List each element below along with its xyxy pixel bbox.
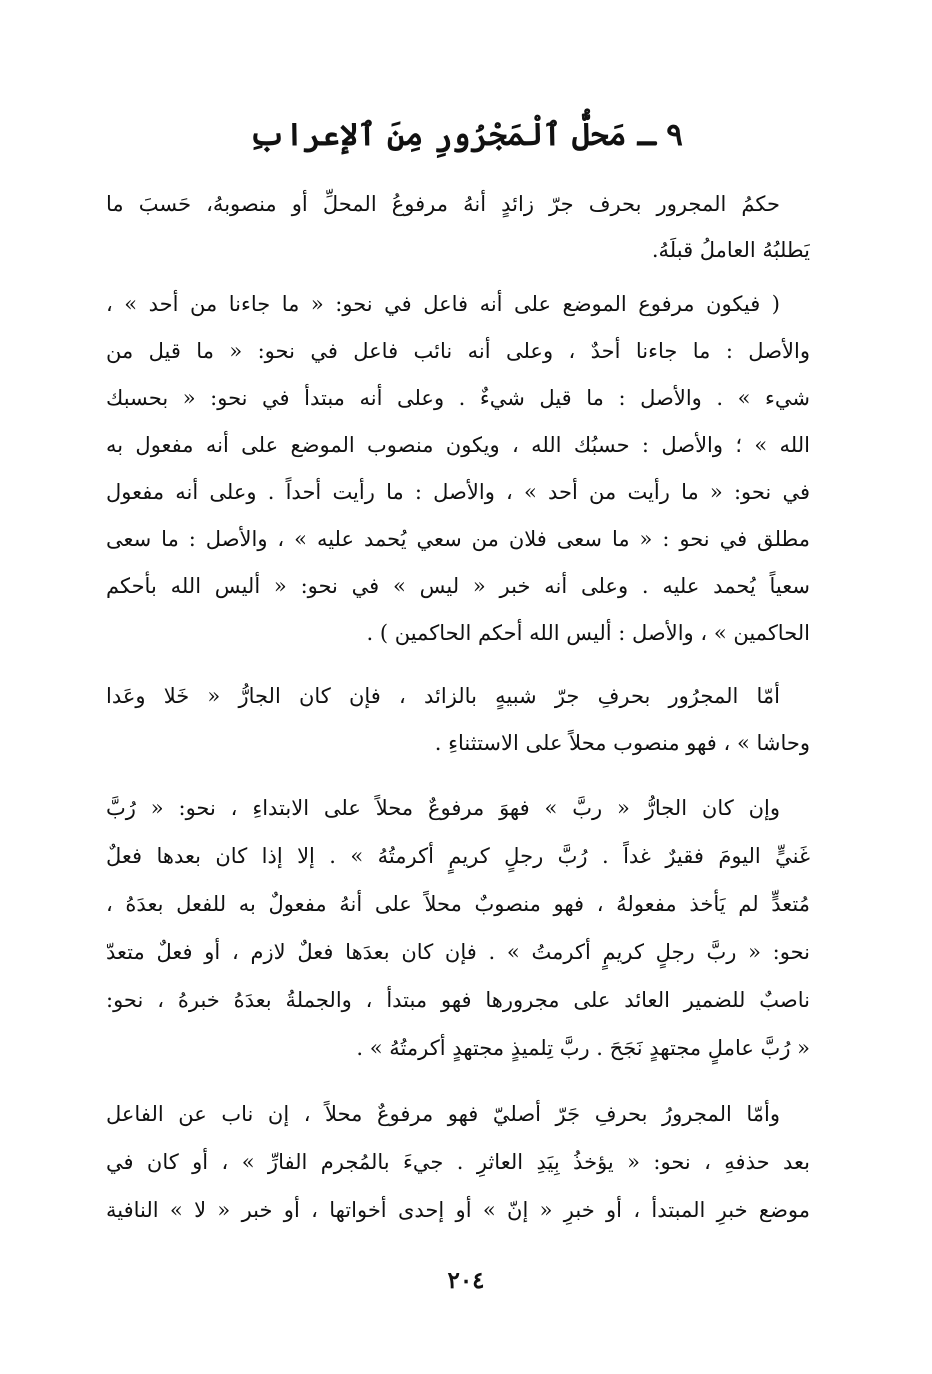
text-line: حكمُ المجرور بحرف جرّ زائدٍ أنهُ مرفوعُ المحلِّ أو منصوبهُ، حَسبَ ما	[106, 192, 780, 216]
text-line: غَنيٍّ اليومَ فقيرٌ غداً . رُبَّ رجلٍ كريمٍ أكرمتُهُ » . إلا إذا كان بعدها فعلٌ	[106, 844, 810, 868]
text-line: ( فيكون مرفوع الموضع على أنه فاعل في نحو: « ما جاءنا من أحد » ،	[106, 292, 780, 316]
text-line: مُتعدٍّ لم يَأخذ مفعولهُ ، فهو منصوبٌ محلاً على أنهُ مفعولٌ به للفعل بعدَهُ ،	[106, 892, 810, 916]
text-line: الله » ؛ والأصل : حسبُك الله ، ويكون منصوب الموضع على أنه مفعول به	[106, 433, 810, 457]
text-line: وإن كان الجارُّ « ربَّ » فهوَ مرفوعٌ محلاً على الابتداءِ ، نحو: « رُبَّ	[106, 796, 780, 820]
text-line: « رُبَّ عاملٍ مجتهدٍ نَجَحَ . ربَّ تِلميذٍ مجتهدٍ أكرمتُهُ » .	[356, 1036, 810, 1060]
text-line: وحاشا » ، فهو منصوب محلاً على الاستثناءِ .	[434, 731, 810, 755]
section-title: ٩ ـ مَحلُّ ٱلْمَجْرُورِ مِنَ ٱلإعرابِ	[249, 117, 683, 153]
text-line: وأمّا المجرورُ بحرفِ جَرّ أصليّ فهو مرفوعٌ محلاً ، إن ناب عن الفاعل	[106, 1102, 780, 1126]
text-line: والأصل : ما جاءنا أحدٌ ، وعلى أنه نائب فاعل في نحو: « ما قيل من	[106, 339, 810, 363]
text-line: شيء » . والأصل : ما قيل شيءٌ . وعلى أنه مبتدأ في نحو: « بحسبك	[106, 386, 810, 410]
text-line: ناصبٌ للضمير العائد على مجرورها فهو مبتدأ ، والجملةُ بعدَهُ خبرهُ ، نحو:	[106, 988, 810, 1012]
text-line: مطلق في نحو : « ما سعى فلان من سعي يُحمد عليه » ، والأصل : ما سعى	[106, 527, 810, 551]
text-line: في نحو: « ما رأيت من أحد » ، والأصل : ما رأيت أحداً . وعلى أنه مفعول	[106, 480, 810, 504]
text-line: يَطلبُهُ العاملُ قبلَهُ.	[651, 238, 810, 262]
text-line: بعد حذفهِ ، نحو: « يؤخذُ بِيَدِ العاثرِ . جيءَ بالمُجرم الفارِّ » ، أو كان في	[106, 1150, 810, 1174]
text-line: نحو: « ربَّ رجلٍ كريمٍ أكرمتُ » . فإن كان بعدَها فعلٌ لازم ، أو فعلٌ متعدّ	[106, 940, 810, 964]
text-line: الحاكمين » ، والأصل : أليس الله أحكم الحاكمين ) .	[366, 621, 810, 645]
text-line: موضع خبرِ المبتدأ ، أو خبرِ « إنّ » أو إحدى أخواتها ، أو خبر « لا » النافية	[106, 1198, 810, 1222]
text-line: أمّا المجرُور بحرفِ جرّ شبيهٍ بالزائد ، فإن كان الجارُّ « خَلا وعَدا	[106, 684, 780, 708]
text-line: سعياً يُحمد عليه . وعلى أنه خبر « ليس » في نحو: « أليس الله بأحكم	[106, 574, 810, 598]
page-number: ٢٠٤	[447, 1267, 485, 1294]
